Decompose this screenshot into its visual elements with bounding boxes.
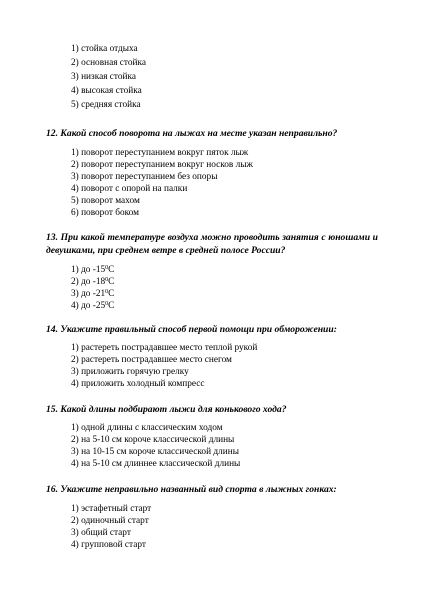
degree-superscript: 0 bbox=[105, 301, 109, 307]
answer-option: 4) групповой старт bbox=[71, 540, 146, 550]
answer-option bbox=[71, 289, 114, 300]
degree-superscript: 0 bbox=[105, 289, 109, 295]
answer-option: 6) поворот боком bbox=[71, 208, 140, 218]
answer-option: 4) высокая стойка bbox=[71, 86, 142, 96]
answer-option: 2) основная стойка bbox=[71, 58, 146, 68]
answer-option: 1) стойка отдыха bbox=[71, 44, 138, 54]
unit-text: С bbox=[108, 289, 115, 299]
answer-option: 3) общий старт bbox=[71, 528, 131, 538]
degree-superscript: 0 bbox=[105, 265, 109, 271]
question-heading: 12. Какой способ поворота на лыжах на месте указан неправильно? bbox=[46, 128, 338, 139]
question-heading: 14. Укажите правильный способ первой помощи при обморожении: bbox=[46, 324, 337, 335]
question-heading: 15. Какой длины подбирают лыжи для конькового хода? bbox=[46, 404, 287, 415]
answer-option: 3) низкая стойка bbox=[71, 72, 136, 82]
answer-option: 2) на 5-10 см короче классической длины bbox=[71, 435, 235, 445]
answer-option: 4) поворот с опорой на палки bbox=[71, 184, 188, 194]
unit-text: С bbox=[108, 301, 115, 311]
unit-text: С bbox=[108, 277, 115, 287]
option-text: 1) до -15 bbox=[71, 265, 106, 275]
answer-option: 1) растереть пострадавшее место теплой рукой bbox=[71, 343, 258, 353]
answer-option: 2) поворот переступанием вокруг носков лыж bbox=[71, 160, 253, 170]
option-text: 3) до -21 bbox=[71, 289, 106, 299]
answer-option: 1) поворот переступанием вокруг пяток лыж bbox=[71, 148, 249, 158]
answer-option: 3) приложить горячую грелку bbox=[71, 367, 189, 377]
unit-text: С bbox=[108, 265, 115, 275]
option-text: 4) до -25 bbox=[71, 301, 106, 311]
answer-option: 2) одиночный старт bbox=[71, 516, 149, 526]
question-heading: 16. Укажите неправильно названный вид спорта в лыжных гонках: bbox=[46, 484, 337, 495]
answer-option: 4) на 5-10 см длиннее классической длины bbox=[71, 459, 241, 469]
answer-option: 1) эстафетный старт bbox=[71, 504, 152, 514]
answer-option: 2) растереть пострадавшее место снегом bbox=[71, 355, 232, 365]
question-heading: 13. При какой температуре воздуха можно проводить занятия с юношами и девушками, при среднем ветре в средней полосе России? bbox=[46, 232, 378, 256]
answer-option: 1) одной длины с классическим ходом bbox=[71, 423, 223, 433]
answer-option bbox=[71, 277, 114, 288]
answer-option: 5) поворот махом bbox=[71, 196, 140, 206]
answer-option: 4) приложить холодный компресс bbox=[71, 379, 205, 389]
option-text: 2) до -18 bbox=[71, 277, 106, 287]
answer-option bbox=[71, 301, 114, 312]
answer-option: 5) средняя стойка bbox=[71, 100, 141, 110]
answer-option: 3) на 10-15 см короче классической длины bbox=[71, 447, 239, 457]
answer-option: 3) поворот переступанием без опоры bbox=[71, 172, 218, 182]
answer-option bbox=[71, 265, 114, 276]
degree-superscript: 0 bbox=[105, 277, 109, 283]
